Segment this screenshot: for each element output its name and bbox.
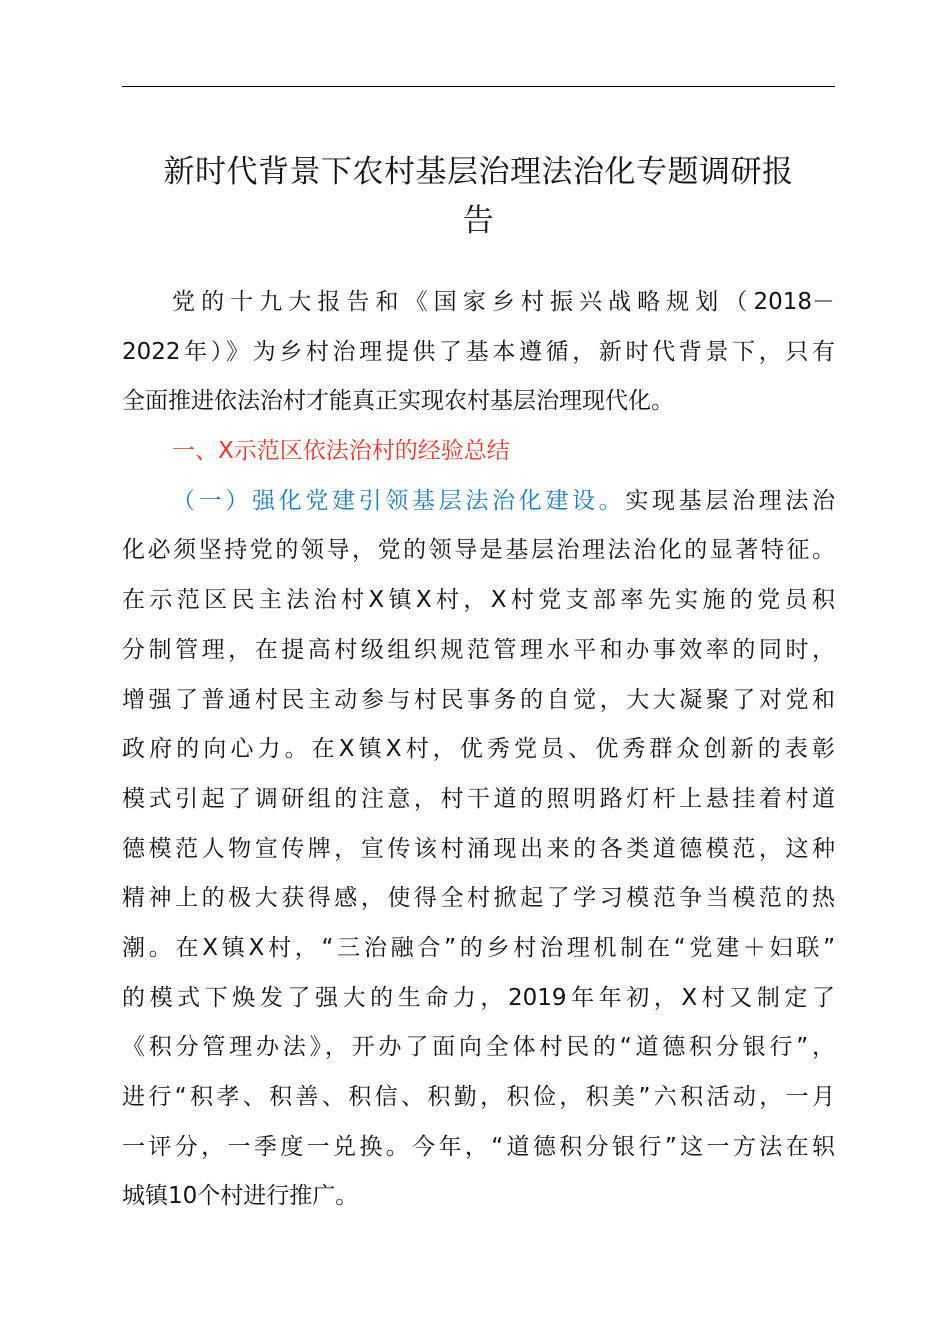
intro-line-3: 全面推进依法治村才能真正实现农村基层治理现代化。 [122, 388, 674, 415]
body-line-12: 进行“积孝、积善、积信、积勤，积俭，积美”六积活动，一月 [122, 1084, 835, 1110]
body-line-3: 分制管理，在提高村级组织规范管理水平和办事效率的同时， [122, 636, 835, 663]
document-body [122, 278, 835, 1222]
document-title [122, 148, 835, 246]
title-line-2: 告 [462, 203, 495, 239]
body-line-6: 模式引起了调研组的注意，村干道的照明路灯杆上悬挂着村道 [122, 785, 835, 812]
body-line-11: 《积分管理办法》，开办了面向全体村民的“道德积分银行”， [122, 1034, 835, 1061]
body-line-5: 政府的向心力。在X镇X村，优秀党员、优秀群众创新的表彰 [122, 736, 835, 763]
subsection-first-line-text: 实现基层治理法治 [625, 487, 836, 514]
body-line-2: 在示范区民主法治村X镇X村，X村党支部率先实施的党员积 [122, 587, 835, 614]
body-line-10: 的模式下焕发了强大的生命力，2019年年初，X村又制定了 [122, 984, 835, 1011]
section-heading: 一、X示范区依法治村的经验总结 [172, 438, 510, 465]
body-line-7: 德模范人物宣传牌，宣传该村涌现出来的各类道德模范，这种 [122, 835, 835, 862]
title-line-1: 新时代背景下农村基层治理法治化专题调研报 [163, 154, 794, 190]
subsection-heading: （一）强化党建引领基层法治化建设。 [172, 487, 626, 514]
header-rule [122, 86, 835, 87]
body-line-14: 城镇10个村进行推广。 [122, 1183, 359, 1210]
body-line-1: 化必须坚持党的领导，党的领导是基层治理法治化的显著特征。 [122, 537, 835, 564]
body-line-4: 增强了普通村民主动参与村民事务的自觉，大大凝聚了对党和 [122, 686, 835, 713]
body-line-8: 精神上的极大获得感，使得全村掀起了学习模范争当模范的热 [122, 885, 835, 912]
intro-line-1: 党的十九大报告和《国家乡村振兴战略规划（2018－ [172, 289, 835, 315]
intro-line-2: 2022年）》为乡村治理提供了基本遵循，新时代背景下，只有 [122, 338, 835, 365]
subsection-first-line [122, 477, 835, 527]
body-line-9: 潮。在X镇X村，“三治融合”的乡村治理机制在“党建＋妇联” [122, 934, 835, 961]
body-line-13: 一评分，一季度一兑换。今年，“道德积分银行”这一方法在轵 [122, 1133, 835, 1160]
